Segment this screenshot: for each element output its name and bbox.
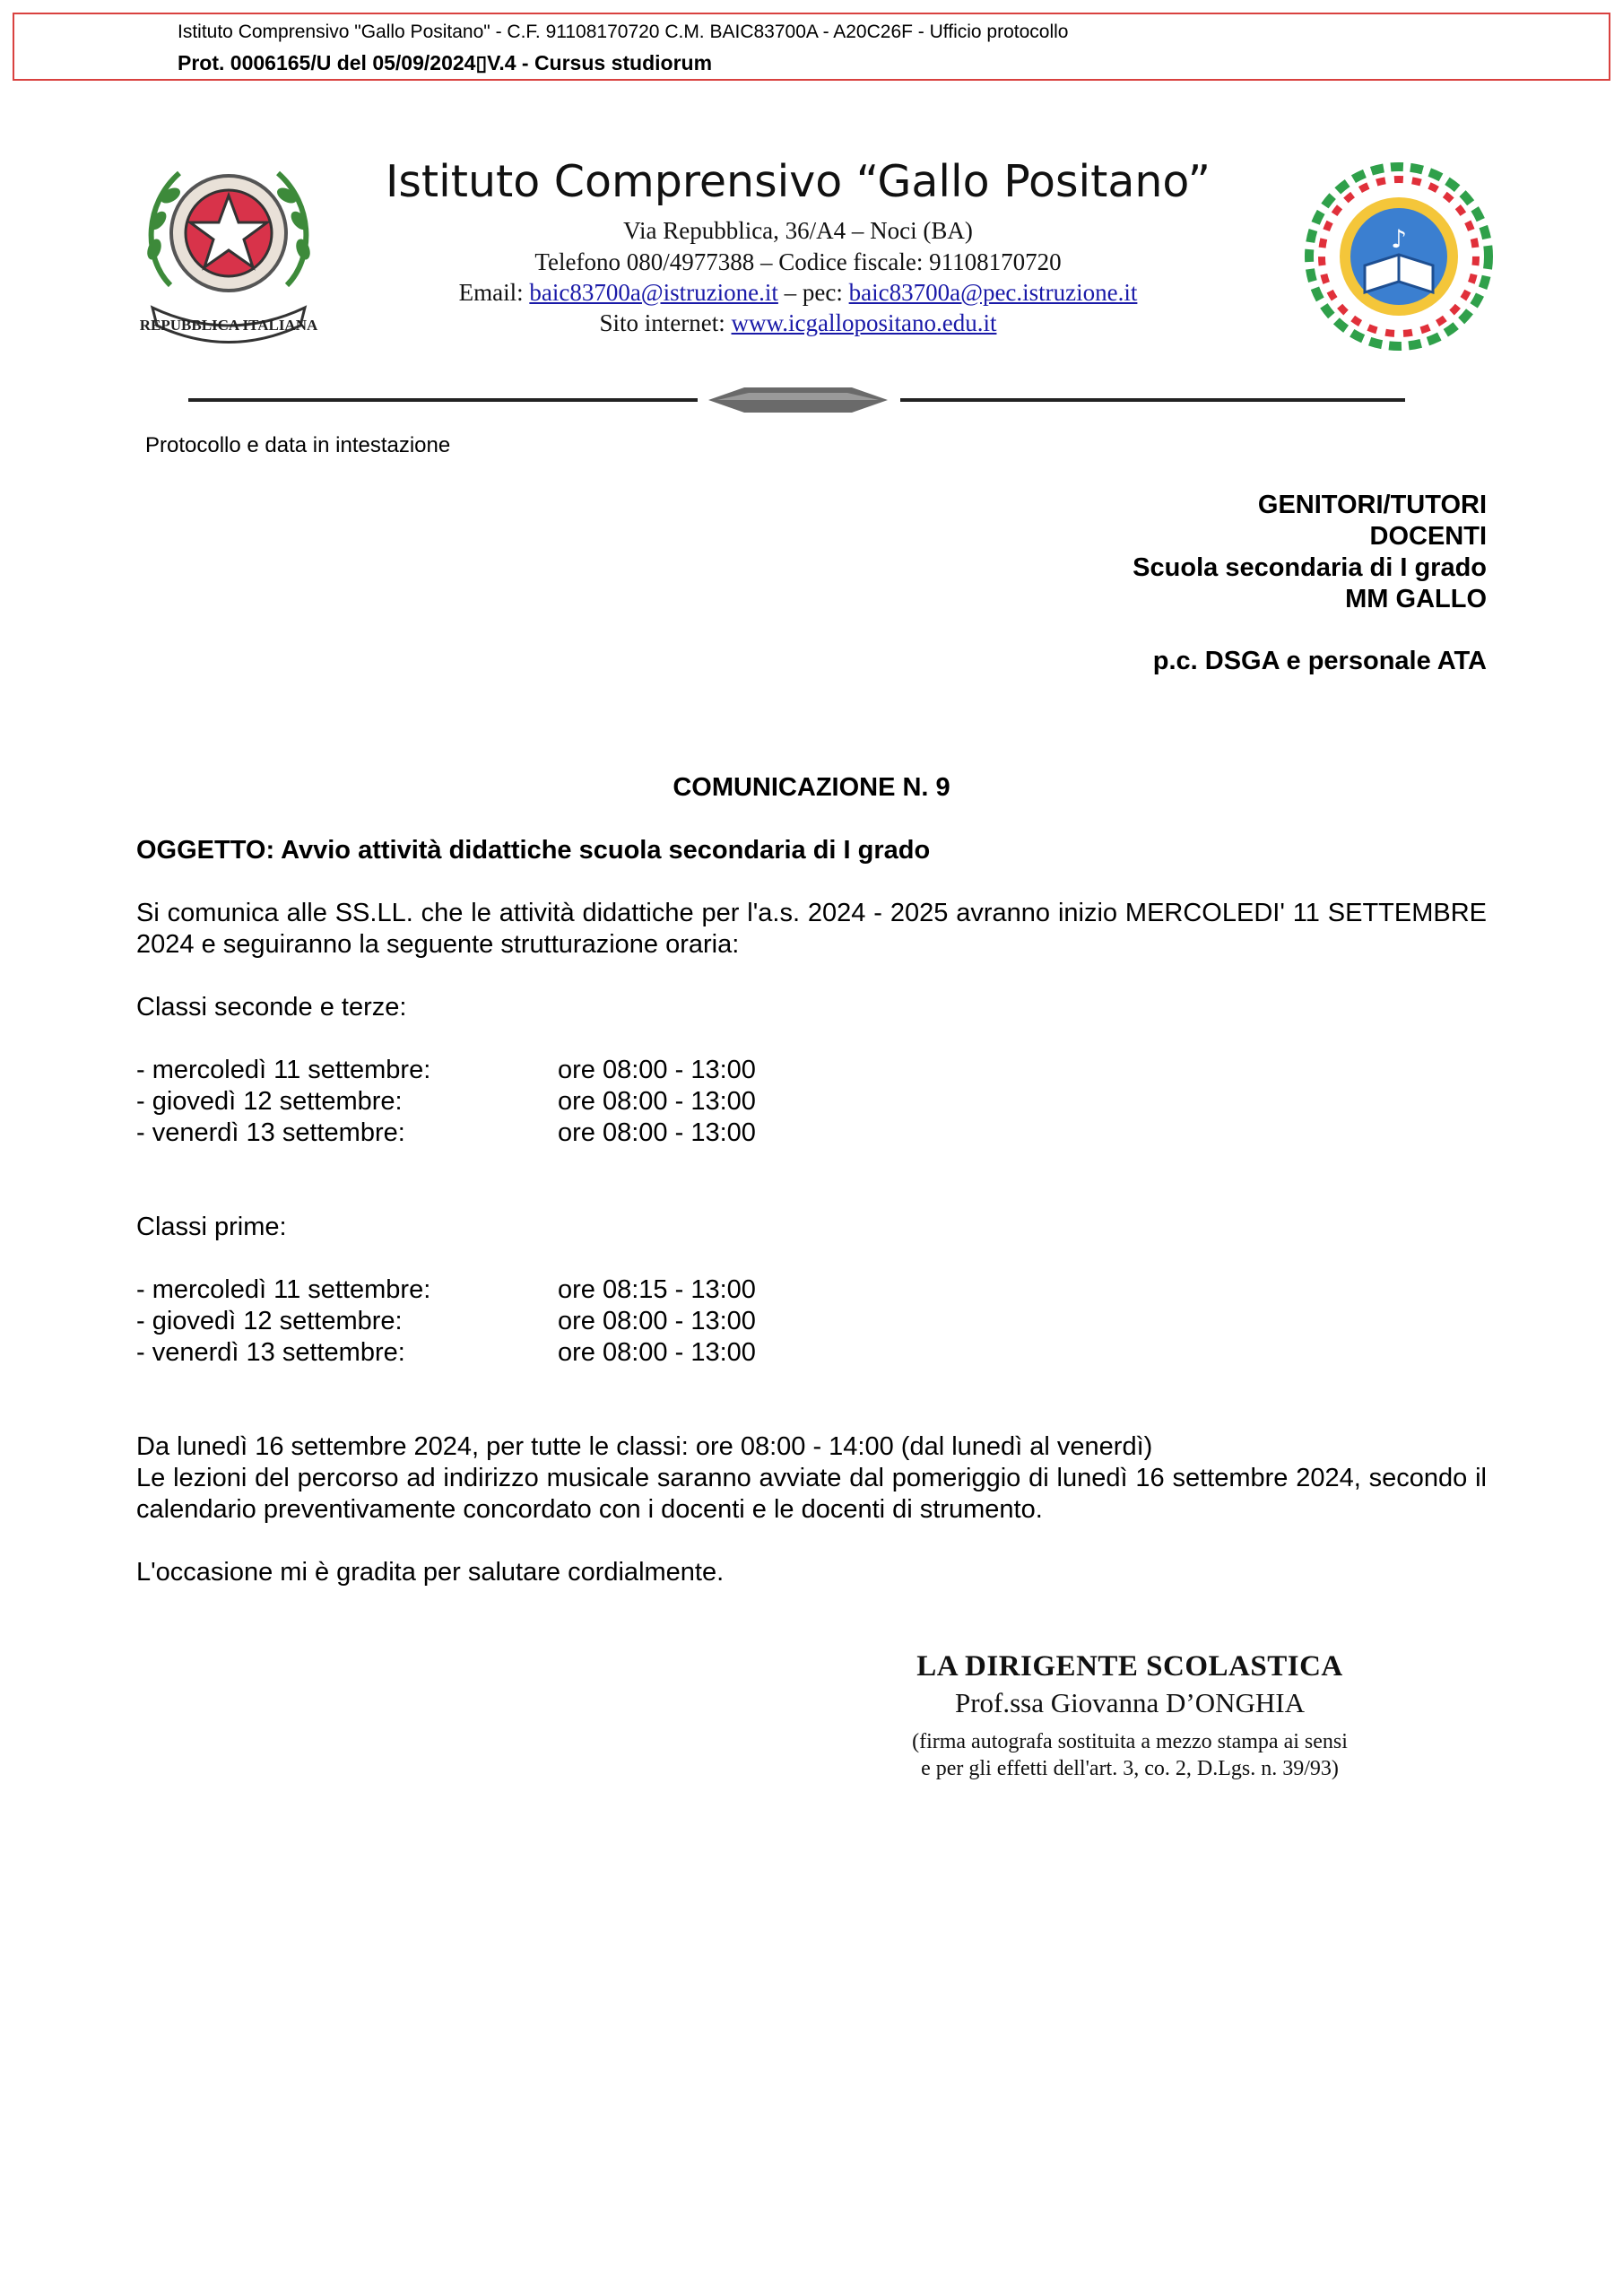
italian-republic-emblem-icon <box>135 151 323 348</box>
emblem-text: REPUBBLICA ITALIANA <box>139 317 318 334</box>
subject-line: OGGETTO: Avvio attività didattiche scuola secondaria di I grado <box>136 836 931 865</box>
schedule-day: - venerdì 13 settembre: <box>136 1118 405 1147</box>
signature-role: LA DIRIGENTE SCOLASTICA <box>916 1650 1343 1683</box>
schedule-day: - giovedì 12 settembre: <box>136 1307 403 1335</box>
signature-block <box>861 1650 1399 1782</box>
pec-link[interactable]: baic83700a@pec.istruzione.it <box>848 279 1138 306</box>
communication-title: COMUNICAZIONE N. 9 <box>673 773 950 802</box>
group2-heading: Classi prime: <box>136 1213 287 1241</box>
recipient-line: Scuola secondaria di I grado <box>1133 553 1487 582</box>
school-address: Via Repubblica, 36/A4 – Noci (BA) <box>623 217 973 244</box>
schedule-time: ore 08:00 - 13:00 <box>558 1338 756 1367</box>
schedule-day: - venerdì 13 settembre: <box>136 1338 405 1367</box>
music-lessons-paragraph: Le lezioni del percorso ad indirizzo musicale saranno avviate dal pomeriggio di lunedì 16 settembre 2024, secondo il calendario preventivamente concordato con i docenti e le docenti di strumento. <box>136 1464 1487 1524</box>
svg-text:♪: ♪ <box>1391 224 1407 254</box>
email-link[interactable]: baic83700a@istruzione.it <box>529 279 778 306</box>
school-name: Istituto Comprensivo “Gallo Positano” <box>385 156 1211 207</box>
group1-heading: Classi seconde e terze: <box>136 993 407 1022</box>
recipient-line: MM GALLO <box>1345 585 1487 613</box>
cc-line: p.c. DSGA e personale ATA <box>1152 647 1487 675</box>
schedule-time: ore 08:00 - 13:00 <box>558 1118 756 1147</box>
header-divider-diamond <box>708 384 888 416</box>
schedule-time: ore 08:00 - 13:00 <box>558 1056 756 1084</box>
schedule-time: ore 08:15 - 13:00 <box>558 1275 756 1304</box>
signature-note-1: (firma autografa sostituita a mezzo stampa ai sensi <box>912 1730 1348 1753</box>
school-logo-icon <box>1300 158 1497 355</box>
closing-line: L'occasione mi è gradita per salutare cordialmente. <box>136 1558 725 1587</box>
schedule-day: - mercoledì 11 settembre: <box>136 1275 431 1304</box>
stamp-line-2: Prot. 0006165/U del 05/09/2024▯V.4 - Cursus studiorum <box>178 51 713 74</box>
schedule-time: ore 08:00 - 13:00 <box>558 1087 756 1116</box>
header-divider-left <box>188 398 698 402</box>
protocol-note: Protocollo e data in intestazione <box>145 433 451 457</box>
recipient-line: GENITORI/TUTORI <box>1257 491 1487 519</box>
site-label: Sito internet: <box>599 309 732 336</box>
schedule-day: - mercoledì 11 settembre: <box>136 1056 431 1084</box>
from-monday-line: Da lunedì 16 settembre 2024, per tutte le classi: ore 08:00 - 14:00 (dal lunedì al venerdì) <box>136 1432 1153 1461</box>
recipients-block <box>1133 490 1487 677</box>
recipient-line: DOCENTI <box>1369 522 1487 551</box>
signature-name: Prof.ssa Giovanna D’ONGHIA <box>954 1687 1305 1718</box>
stamp-line-1: Istituto Comprensivo "Gallo Positano" - C.F. 91108170720 C.M. BAIC83700A - A20C26F - Ufficio protocollo <box>178 22 1069 42</box>
header-divider-right <box>900 398 1405 402</box>
school-email-line <box>350 279 1246 307</box>
protocol-stamp <box>13 13 1610 81</box>
signature-note-2: e per gli effetti dell'art. 3, co. 2, D.Lgs. n. 39/93) <box>921 1757 1339 1780</box>
school-phone-cf: Telefono 080/4977388 – Codice fiscale: 91108170720 <box>534 248 1062 275</box>
schedule-time: ore 08:00 - 13:00 <box>558 1307 756 1335</box>
email-label: Email: <box>458 279 530 306</box>
intro-paragraph: Si comunica alle SS.LL. che le attività didattiche per l'a.s. 2024 - 2025 avranno inizio MERCOLEDI' 11 SETTEMBRE 2024 e seguiranno la seguente strutturazione oraria: <box>136 899 1487 959</box>
school-website-line <box>350 309 1246 337</box>
pec-label: – pec: <box>777 279 849 306</box>
website-link[interactable]: www.icgallopositano.edu.it <box>731 309 997 336</box>
schedule-day: - giovedì 12 settembre: <box>136 1087 403 1116</box>
